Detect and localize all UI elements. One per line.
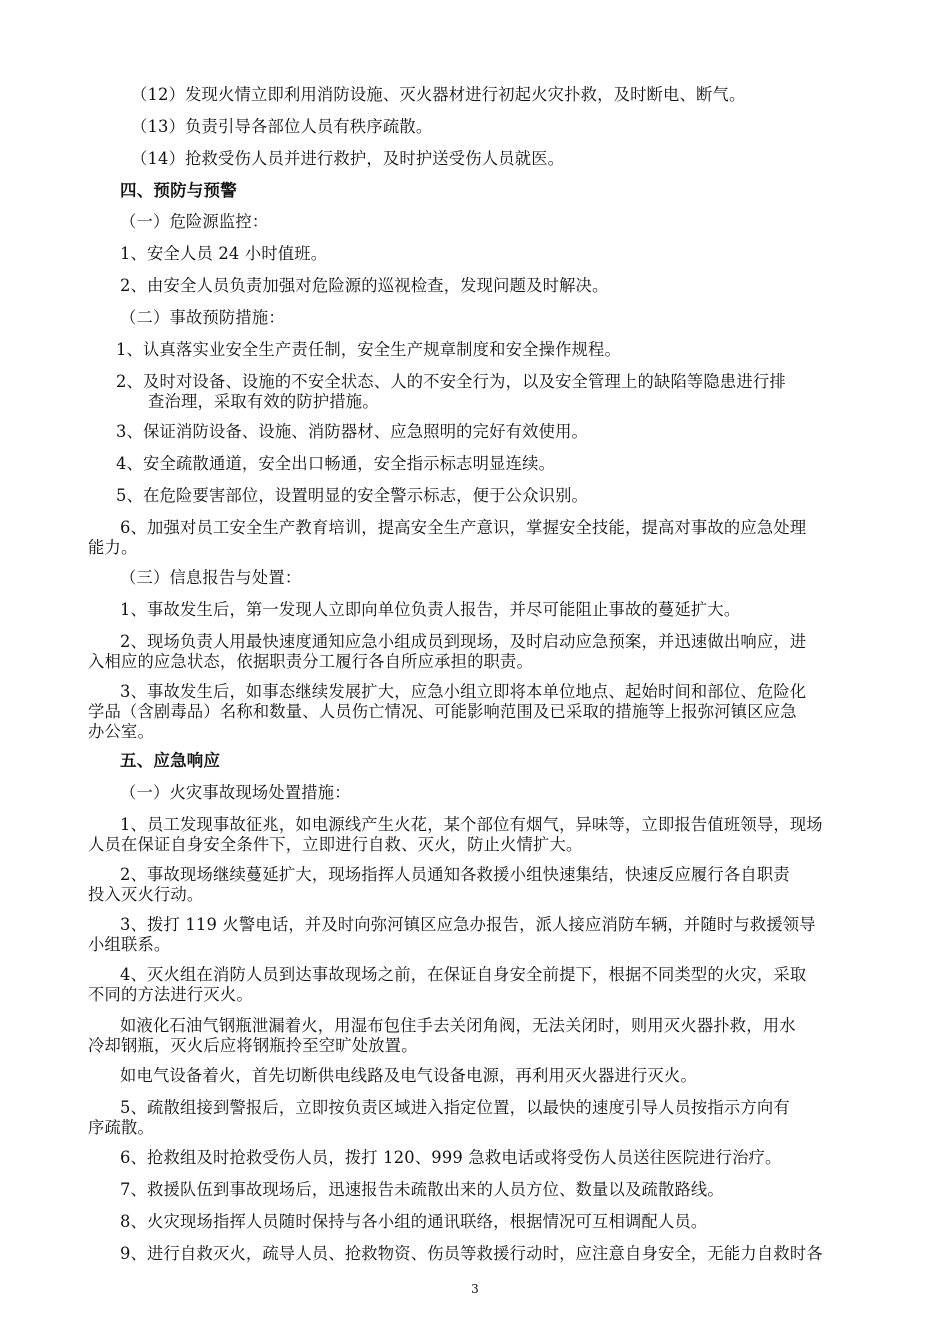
- paragraph: 1、认真落实业安全生产责任制，安全生产规章制度和安全操作规程。: [116, 340, 621, 359]
- paragraph-continuation: 投入灭火行动。: [88, 885, 204, 904]
- paragraph-continuation: 学品（含剧毒品）名称和数量、人员伤亡情况、可能影响范围及已采取的措施等上报弥河镇区应急: [88, 702, 797, 721]
- paragraph: 6、抢救组及时抢救受伤人员，拨打 120、999 急救电话或将受伤人员送往医院进行治疗。: [120, 1148, 782, 1167]
- paragraph: 8、火灾现场指挥人员随时保持与各小组的通讯联络，根据情况可互相调配人员。: [120, 1212, 708, 1231]
- paragraph: 3、保证消防设备、设施、消防器材、应急照明的完好有效使用。: [116, 422, 589, 441]
- paragraph-continuation: 查治理，采取有效的防护措施。: [148, 392, 379, 411]
- paragraph: （12）发现火情立即利用消防设施、灭火器材进行初起火灾扑救，及时断电、断气。: [131, 85, 746, 104]
- page-number: 3: [471, 1282, 479, 1296]
- section-heading: 五、应急响应: [120, 751, 221, 770]
- paragraph: 1、员工发现事故征兆，如电源线产生火花，某个部位有烟气，异味等，立即报告值班领导，现场: [120, 815, 823, 834]
- paragraph: 4、灭火组在消防人员到达事故现场之前，在保证自身安全前提下，根据不同类型的火灾，采取: [120, 965, 807, 984]
- paragraph-continuation: 人员在保证自身安全条件下，立即进行自救、灭火，防止火情扩大。: [88, 835, 583, 854]
- paragraph: 5、在危险要害部位，设置明显的安全警示标志，便于公众识别。: [116, 486, 589, 505]
- paragraph-continuation: 不同的方法进行灭火。: [88, 985, 253, 1004]
- paragraph-continuation: 小组联系。: [88, 935, 171, 954]
- paragraph: 3、拨打 119 火警电话，并及时向弥河镇区应急办报告，派人接应消防车辆，并随时与救援领导: [120, 915, 816, 934]
- paragraph: 2、事故现场继续蔓延扩大，现场指挥人员通知各救援小组快速集结，快速反应履行各自职责: [120, 865, 790, 884]
- paragraph: 5、疏散组接到警报后，立即按负责区域进入指定位置，以最快的速度引导人员按指示方向有: [120, 1098, 790, 1117]
- section-heading: 四、预防与预警: [120, 181, 237, 200]
- paragraph-continuation: 入相应的应急状态，依据职责分工履行各自所应承担的职责。: [88, 652, 533, 671]
- paragraph: （14）抢救受伤人员并进行救护，及时护送受伤人员就医。: [131, 149, 565, 168]
- paragraph: 如电气设备着火，首先切断供电线路及电气设备电源，再利用灭火器进行灭火。: [120, 1066, 697, 1085]
- paragraph: 2、及时对设备、设施的不安全状态、人的不安全行为，以及安全管理上的缺陷等隐患进行排: [116, 372, 786, 391]
- paragraph-continuation: 能力。: [88, 538, 138, 557]
- paragraph: 2、由安全人员负责加强对危险源的巡视检查，发现问题及时解决。: [120, 276, 609, 295]
- subsection-heading: （一）危险源监控：: [120, 212, 269, 231]
- paragraph: 4、安全疏散通道，安全出口畅通，安全指示标志明显连续。: [116, 454, 556, 473]
- paragraph: 1、安全人员 24 小时值班。: [120, 244, 328, 263]
- subsection-heading: （一）火灾事故现场处置措施：: [120, 783, 351, 802]
- paragraph-continuation: 序疏散。: [88, 1118, 154, 1137]
- subsection-heading: （二）事故预防措施：: [120, 308, 285, 327]
- paragraph-continuation: 冷却钢瓶，灭火后应将钢瓶拎至空旷处放置。: [88, 1036, 418, 1055]
- paragraph: 1、事故发生后，第一发现人立即向单位负责人报告，并尽可能阻止事故的蔓延扩大。: [120, 600, 741, 619]
- paragraph-continuation: 办公室。: [88, 722, 154, 741]
- paragraph: 3、事故发生后，如事态继续发展扩大，应急小组立即将本单位地点、起始时间和部位、危险化: [120, 682, 807, 701]
- paragraph: 如液化石油气钢瓶泄漏着火，用湿布包住手去关闭角阀，无法关闭时，则用灭火器扑救，用水: [120, 1016, 796, 1035]
- subsection-heading: （三）信息报告与处置：: [120, 568, 302, 587]
- paragraph: （13）负责引导各部位人员有秩序疏散。: [131, 117, 433, 136]
- paragraph: 7、救援队伍到事故现场后，迅速报告未疏散出来的人员方位、数量以及疏散路线。: [120, 1180, 724, 1199]
- paragraph: 6、加强对员工安全生产教育培训，提高安全生产意识，掌握安全技能，提高对事故的应急处理: [120, 518, 807, 537]
- paragraph: 2、现场负责人用最快速度通知应急小组成员到现场，及时启动应急预案，并迅速做出响应，进: [120, 632, 807, 651]
- paragraph: 9、进行自救灭火，疏导人员、抢救物资、伤员等救援行动时，应注意自身安全，无能力自救时各: [120, 1244, 823, 1263]
